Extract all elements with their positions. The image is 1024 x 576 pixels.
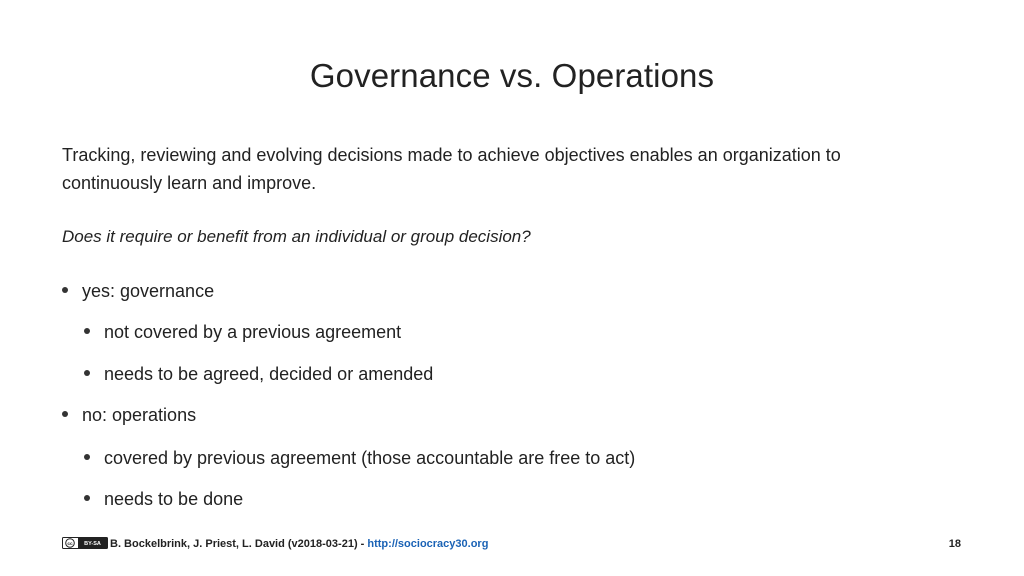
footer-link[interactable]: http://sociocracy30.org: [367, 538, 489, 550]
sub-bullet-label: covered by previous agreement (those accountable are free to act): [104, 448, 636, 468]
question-text: Does it require or benefit from an individual or group decision?: [62, 227, 531, 246]
sub-bullet-label: needs to be agreed, decided or amended: [104, 364, 434, 384]
bullet-dot-icon: [84, 370, 90, 376]
sub-bullet: [84, 319, 401, 345]
slide-title: Governance vs. Operations: [309, 57, 715, 94]
bullet-governance: [62, 278, 214, 304]
sub-bullet-label: needs to be done: [104, 489, 244, 509]
sub-bullet: [84, 445, 635, 471]
sub-bullet: [84, 361, 433, 387]
bullet-dot-icon: [62, 411, 68, 417]
footer-authors: B. Bockelbrink, J. Priest, L. David (v2018-03-21) -: [110, 538, 368, 550]
sub-bullet: [84, 486, 243, 512]
bullet-label: no: operations: [82, 405, 197, 425]
bullet-dot-icon: [84, 495, 90, 501]
bullet-dot-icon: [84, 328, 90, 334]
cc-badge-text: BY-SA: [84, 541, 101, 548]
bullet-label: yes: governance: [82, 281, 215, 301]
bullet-operations: [62, 402, 196, 428]
page-number: 18: [948, 538, 961, 550]
intro-paragraph: Tracking, reviewing and evolving decisions made to achieve objectives enables an organization to continuously learn and improve.: [62, 145, 841, 193]
cc-by-sa-icon[interactable]: [62, 537, 108, 549]
sub-bullet-label: not covered by a previous agreement: [104, 322, 402, 342]
bullet-dot-icon: [62, 287, 68, 293]
footer: [62, 536, 962, 552]
bullet-dot-icon: [84, 454, 90, 460]
svg-text:cc: cc: [67, 542, 73, 548]
